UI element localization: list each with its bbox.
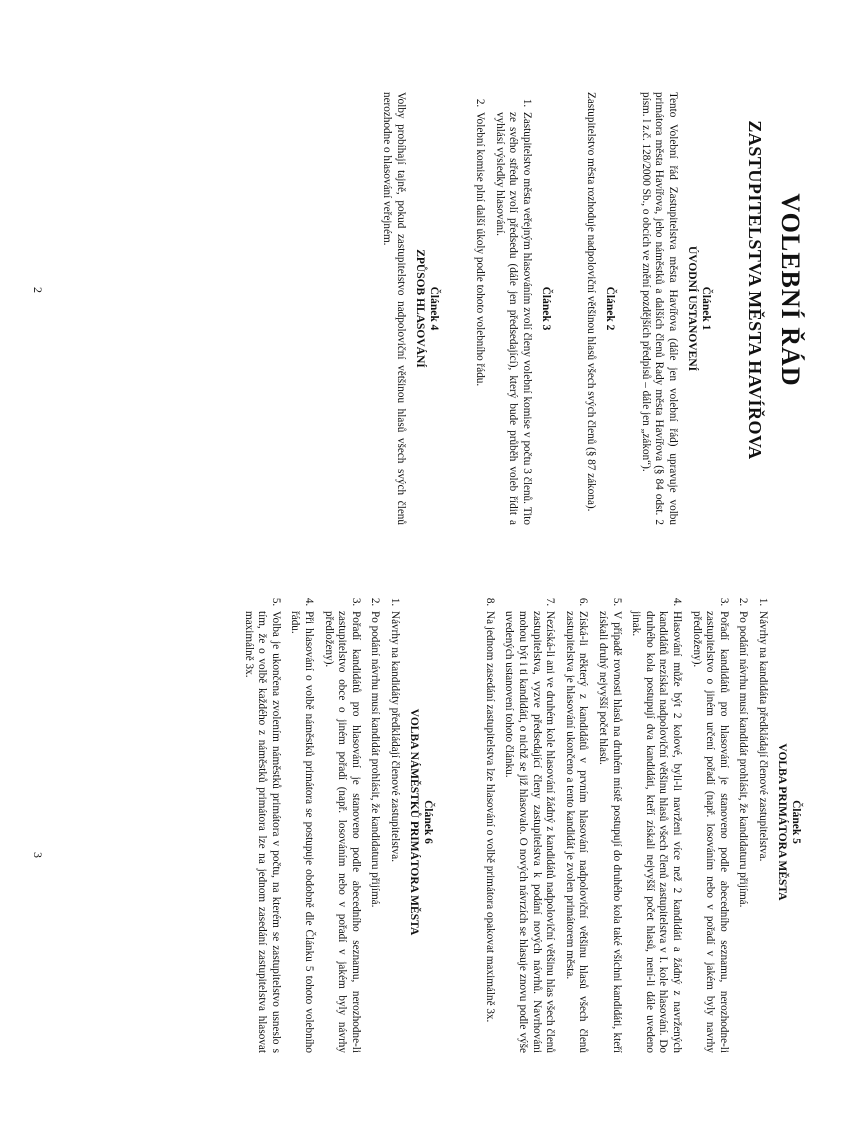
list-item: 2. Po podání návrhu musí kandidát prohlásit, že kandidaturu přijímá. [736, 609, 750, 1053]
page-number: 2 [31, 287, 45, 293]
article-subheading: ZPŮSOB HLASOVÁNÍ [414, 249, 426, 368]
article-list [241, 591, 401, 1053]
article-text: Tento Volební řád Zastupitelstva města Havířova (dále jen volební řád) upravuje volbu primátora města Havířova, jeho náměstků a dalších členů Rady města Havířova (§ 84 odst. 2 písm. l z.č. 128/2000 Sb., o obcích ve znění pozdějších předpisů – dále jen „zákon“). [639, 92, 679, 525]
list-item: 2. Po podání návrhu musí kandidát prohlásit, že kandidaturu přijímá. [368, 609, 382, 1053]
article-list [482, 591, 769, 1053]
page-number: 3 [31, 852, 45, 858]
list-item: 1. Návrhy na kandidáta předkládají členové zastupitelstva. [755, 609, 769, 1053]
list-item: 2. Volební komise plní další úkoly podle tohoto volebního řádu. [473, 110, 487, 525]
article-heading: Článek 5 [790, 800, 802, 844]
article-text: Volby probíhají tajně, pokud zastupitelstvo nadpoloviční většinou hlasů všech svých členů nerozhodne o hlasování veřejném. [381, 92, 407, 525]
list-item: 6. Získá-li některý z kandidátů v prvním hlasování nadpoloviční většinu hlasů všech členů zastupitelstva je hlasování ukončeno a tento kandidát je zvolen primátorem města. [562, 609, 589, 1053]
article-1 [632, 92, 713, 525]
list-item: 5. Volba je ukončena zvolením náměstků primátora v počtu, na kterém se zastupitelstvo usneslo s tím, že o volbě každého z náměstků primátora lze na jednom zasedání zastupitelstva hlasovat maximálně 3x. [241, 609, 282, 1053]
list-item: 8. Na jednom zasedání zastupitelstva lze hlasování o volbě primátora opakovat maximálně 3x. [482, 609, 496, 1053]
article-list [473, 92, 533, 525]
article-text: Zastupitelstvo města rozhoduje nadpoloviční většinou hlasů všech svých členů (§ 87 zákona). [585, 92, 597, 512]
list-item: 4. Při hlasování o volbě náměstků primátora se postupuje obdobně dle Článku 5 tohoto volebního řádu. [288, 609, 315, 1053]
list-item: 1. Zastupitelstvo města veřejným hlasováním zvolí členy volební komise v počtu 3 členů. Tito ze svého středu zvolí předsedu (dále jen předsedající), který bude průběh voleb řídit a vyhlásí výsledky hlasování. [492, 110, 533, 525]
list-item: 4. Hlasování může být 2 kolové, byli-li navrženi více než 2 kandidáti a žádný z navržených kandidátů nezískal nadpoloviční většinu hlasů všech členů zastupitelstva v I. kole hlasování. Do druhého kola postupují dva kandidáti, kteří získali nejvyšší počet hlasů, není-li dále uvedeno jinak. [629, 609, 683, 1053]
article-5 [476, 591, 803, 1053]
article-3 [467, 92, 553, 525]
list-item: 7. Nezíská-li ani ve druhém kole hlasování žádný z kandidátů nadpoloviční většinu hlas všech členů zastupitelstva, vyzve předsedající členy zastupitelstva k podání nových návrhů. Navrhováni mohou být i ti kandidáti, o nichž se již hlasovalo. O nových návrzích se hlasuje znovu podle výše uvedených ustanovení tohoto článku. [502, 609, 556, 1053]
article-heading: Článek 4 [428, 286, 440, 331]
article-heading: Článek 6 [422, 800, 434, 844]
article-subheading: VOLBA PRIMÁTORA MĚSTA [776, 743, 788, 901]
article-subheading: VOLBA NÁMĚSTKŮ PRIMÁTORA MĚSTA [408, 708, 420, 936]
article-subheading: ÚVODNÍ USTANOVENÍ [686, 245, 698, 372]
article-heading: Článek 1 [700, 286, 712, 331]
list-item: 5. V případě rovnosti hlasů na druhém místě postupují do druhého kola také všichni kandidáti, kteří získali druhý nejvyšší počet hlasů. [595, 609, 622, 1053]
document-subtitle: ZASTUPITELSTVA MĚSTA HAVÍŘOVA [745, 120, 765, 460]
list-item: 3. Pořadí kandidátů pro hlasování je stanoveno podle abecedního seznamu, nerozhodne-li zastupitelstvo o jiném určení pořadí (např. losováním nebo v pořadí v jakém byly navrhy předloženy). [689, 609, 730, 1053]
article-2 [577, 92, 617, 525]
article-4 [374, 92, 441, 525]
article-heading: Článek 2 [604, 286, 616, 331]
list-item: 3. Pořadí kandidátů pro hlasování je stanoveno podle abecedního seznamu, nerozhodne-li zastupitelstvo obce o jiném pořadí (např. losováním nebo v pořadí v jakém byly návrhy předloženy). [321, 609, 362, 1053]
document-page-3 [0, 565, 843, 1145]
article-heading: Článek 3 [540, 286, 552, 331]
document-title: VOLEBNÍ ŘÁD [776, 193, 805, 387]
list-item: 1. Návrhy na kandidáty předkládají členové zastupitelstva. [387, 609, 401, 1053]
article-6 [235, 591, 435, 1053]
